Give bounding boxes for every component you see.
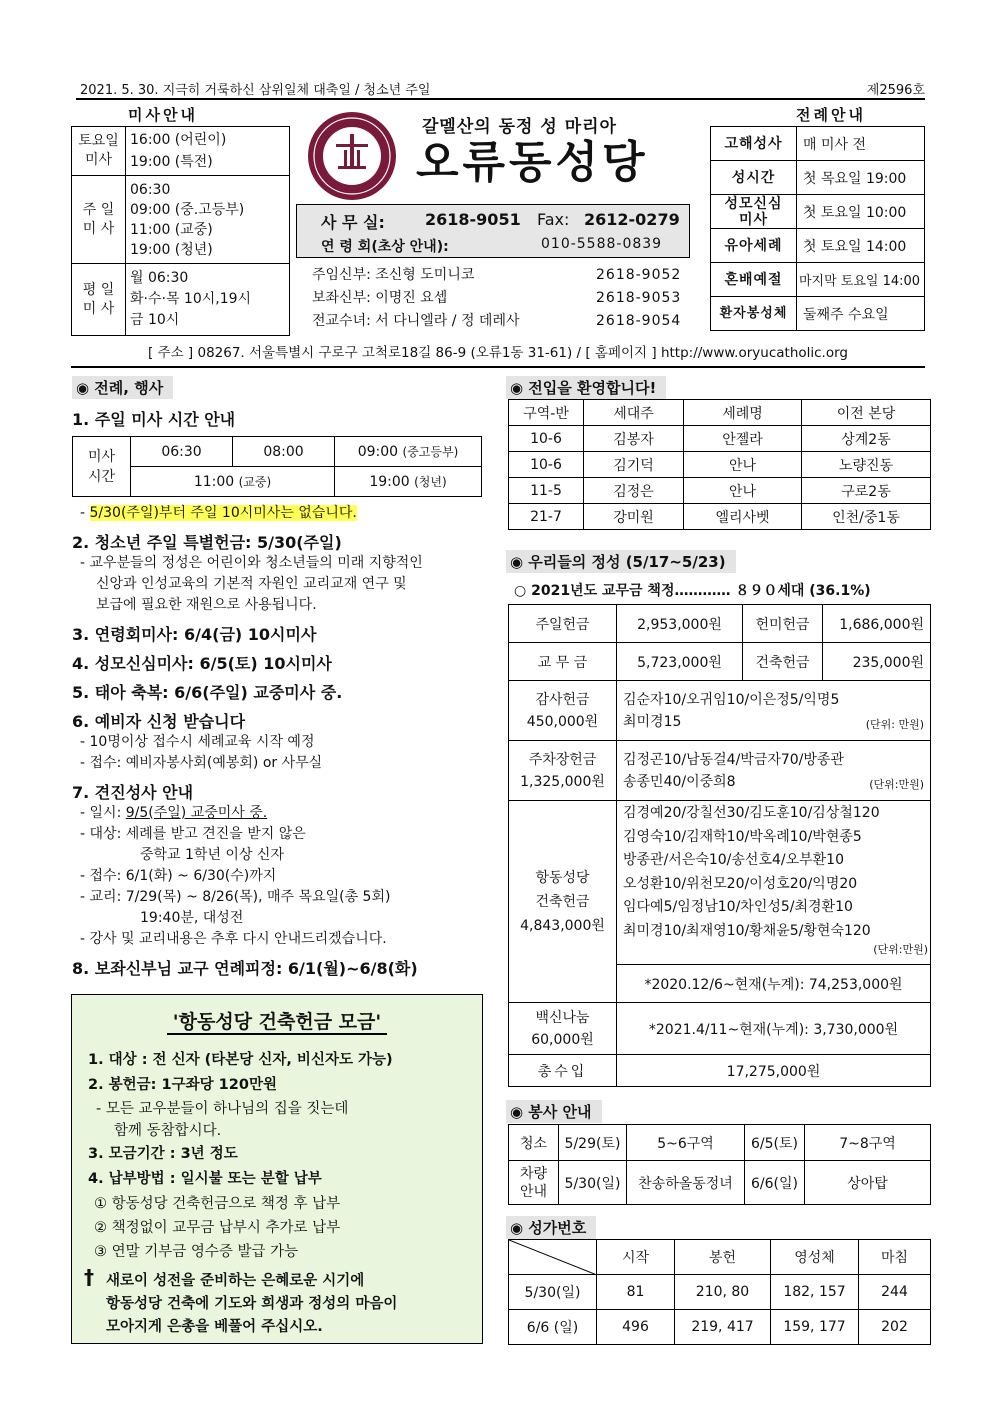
table-row: 6/6 (일) 496 219, 417 159, 177 202 [509, 1310, 931, 1345]
liturgy-value: 마지막 토요일 14:00 [797, 263, 925, 297]
item-4-title: 4. 성모신심미사: 6/5(토) 10시미사 [72, 654, 332, 673]
item-6-desc: - 접수: 예비자봉사회(예봉회) or 사무실 [80, 755, 323, 771]
item-7-desc: - 대상: 세례를 받고 견진을 받지 않은 [80, 826, 306, 842]
offer-cumulative: *2020.12/6~현재(누계): 74,253,000원 [617, 965, 931, 1003]
offer-amount: 235,000원 [823, 643, 931, 681]
welcome-header: 세례명 [684, 400, 802, 426]
section-welcome: ◉ 전입을 환영합니다! [506, 376, 666, 399]
box-item: 1. 대상 : 전 신자 (타본당 신자, 비신자도 가능) [88, 1052, 393, 1068]
offer-total: 17,275,000원 [617, 1055, 931, 1087]
serve-section [506, 1100, 602, 1123]
church-subtitle: 갈멜산의 동정 성 마리아 [422, 117, 617, 137]
office-box [296, 204, 690, 258]
section-hymn: ◉ 성가번호 [506, 1216, 596, 1239]
offer-section [506, 550, 736, 573]
hymn-table [508, 1239, 931, 1345]
no-10am-note: - 5/30(주일)부터 주일 10시미사는 없습니다. [80, 505, 357, 521]
liturgy-title: 전례안내 [796, 106, 866, 124]
offer-label: 건축헌금 [743, 643, 823, 681]
offer-label: 주일헌금 [509, 605, 617, 643]
offer-label: 교 무 금 [509, 643, 617, 681]
mass-times: 06:30 09:00 (중.고등부) 11:00 (교중) 19:00 (청년) [126, 176, 290, 264]
hymn-section [506, 1216, 596, 1239]
item-2-desc: 신앙과 인성교육의 기본적 자원인 교리교재 연구 및 [96, 576, 407, 592]
offer-donors: 김경예20/강칠선30/김도훈10/김상철120 김영숙10/김재학10/박옥례10/박현종5 방종관/서은숙10/송선호4/오부환10 오성환10/위천모20/이성호20/익명20 임다예5/임정남10/차인성5/최경환10 최미경10/최재영10/황채윤5/황현숙120 (단위:만원) [617, 801, 931, 965]
offer-label: 주차장헌금 1,325,000원 [509, 741, 617, 801]
item-2-desc: 보급에 필요한 재원으로 사용됩니다. [96, 597, 317, 613]
liturgy-value: 첫 토요일 14:00 [797, 229, 925, 263]
pledge-line: ○ 2021년도 교무금 책정………… ８９０세대 (36.1%) [514, 583, 871, 599]
table-row: 21-7 강미원 엘리사벳 인천/중1동 [509, 504, 931, 530]
staff-phone: 2618-9053 [596, 290, 682, 306]
staff-list [312, 264, 704, 333]
item-7-desc: - 교리: 7/29(목) ~ 8/26(목), 매주 목요일(총 5회) [80, 889, 391, 905]
box-item: 2. 봉헌금: 1구좌당 120만원 [88, 1077, 277, 1093]
fax-number: 2612-0279 [584, 210, 680, 229]
offer-label: 총수입 [509, 1055, 617, 1087]
item-7-desc: 중학교 1학년 이상 신자 [140, 847, 284, 863]
liturgy-label: 고해성사 [711, 127, 797, 161]
welcome-header: 구역-반 [509, 400, 584, 426]
mass-time-cell: 06:30 [131, 437, 233, 467]
offer-amount: 2,953,000원 [617, 605, 743, 643]
item-2-desc: - 교우분들의 정성은 어린이와 청소년들의 미래 지향적인 [80, 555, 423, 571]
item-6-desc: - 10명이상 접수시 세례교육 시작 예정 [80, 734, 315, 750]
box-item: 4. 납부방법 : 일시불 또는 분할 납부 [88, 1171, 322, 1187]
staff-role: 전교수녀: 서 다니엘라 / 정 데레사 [312, 313, 520, 329]
table-row: 10-6 김봉자 안젤라 상계2동 [509, 426, 931, 452]
liturgy-value: 매 미사 전 [797, 127, 925, 161]
item-7-title: 7. 견진성사 안내 [72, 783, 194, 802]
box-desc: ① 항동성당 건축헌금으로 책정 후 납부 [94, 1196, 341, 1212]
offer-amount: 5,723,000원 [617, 643, 743, 681]
box-desc: 함께 동참합시다. [114, 1123, 222, 1139]
mass-time-label: 미사 시간 [73, 437, 131, 497]
church-logo [306, 110, 398, 202]
item-8-title: 8. 보좌신부님 교구 연례피정: 6/1(월)~6/8(화) [72, 959, 418, 978]
offer-amount: 1,686,000원 [823, 605, 931, 643]
mass-label: 평 일 미 사 [72, 264, 126, 336]
liturgy-value: 첫 목요일 19:00 [797, 161, 925, 195]
box-desc: ② 책정없이 교무금 납부시 추가로 납부 [94, 1220, 341, 1236]
mass-label: 주 일 미 사 [72, 176, 126, 264]
church-name: 오류동성당 [416, 137, 649, 188]
item-7-desc: - 일시: 9/5(주일) 교중미사 중. [80, 805, 268, 821]
item-6-title: 6. 예비자 신청 받습니다 [72, 712, 246, 731]
liturgy-label: 환자봉성체 [711, 297, 797, 331]
mass-time-cell: 11:00 (교중) [131, 467, 335, 497]
mass-title: 미사안내 [128, 106, 198, 124]
elder-label: 연 령 회(초상 안내): [321, 239, 449, 255]
staff-phone: 2618-9052 [596, 267, 682, 283]
issue-number: 제2596호 [866, 83, 925, 98]
address-bar [71, 338, 925, 368]
item-5-title: 5. 태아 축복: 6/6(주일) 교중미사 중. [72, 683, 343, 702]
fax-label: Fax: [537, 210, 570, 229]
liturgy-label: 유아세례 [711, 229, 797, 263]
offer-donors: 김정곤10/남동걸4/박금자70/방종관 송종민40/이중희8 (단위:만원) [617, 741, 931, 801]
liturgy-value: 첫 토요일 10:00 [797, 195, 925, 229]
left-column [72, 376, 492, 979]
hymn-header: 영성체 [771, 1240, 859, 1275]
mass-time-table [72, 436, 482, 497]
box-desc: ③ 연말 기부금 영수증 발급 가능 [94, 1244, 299, 1260]
offerings-table [508, 604, 931, 1087]
mass-times: 월 06:30 화·수·목 10시,19시 금 10시 [126, 264, 290, 336]
staff-role: 주임신부: 조신형 도미니코 [312, 267, 475, 283]
section-liturgy-events: ◉ 전례, 행사 [72, 376, 173, 399]
serve-label: 청소 [509, 1125, 559, 1161]
mass-time-cell: 19:00 (청년) [335, 467, 482, 497]
offer-label: 항동성당 건축헌금 4,843,000원 [509, 801, 617, 1003]
cross-icon: † [84, 1265, 94, 1289]
hymn-header: 마침 [859, 1240, 931, 1275]
box-item: 3. 모금기간 : 3년 정도 [88, 1146, 238, 1162]
table-row: 10-6 김기덕 안나 노량진동 [509, 452, 931, 478]
staff-role: 보좌신부: 이명진 요셉 [312, 290, 448, 306]
address-text: [ 주소 ] 08267. 서울특별시 구로구 고척로18길 86-9 (오류1동 31-61) / [ 홈페이지 ] http://www.oryucatholic.org [147, 345, 848, 361]
serve-label: 차량 안내 [509, 1161, 559, 1205]
hymn-header: 시작 [597, 1240, 675, 1275]
box-desc: - 모든 교우분들이 하나님의 집을 짓는데 [96, 1101, 349, 1117]
hymn-header: 봉헌 [675, 1240, 771, 1275]
mass-table [71, 126, 290, 336]
item-7-desc: 19:40분, 대성전 [140, 910, 244, 926]
offer-donors: 김순자10/오귀임10/이은정5/익명5 최미경15 (단위: 만원) [617, 681, 931, 741]
section-service: ◉ 봉사 안내 [506, 1100, 602, 1123]
welcome-header: 이전 본당 [802, 400, 931, 426]
table-row: 5/30(일) 81 210, 80 182, 157 244 [509, 1275, 931, 1310]
item-7-desc: - 접수: 6/1(화) ~ 6/30(수)까지 [80, 868, 277, 884]
item-1-title: 1. 주일 미사 시간 안내 [72, 410, 236, 429]
box-title: '항동성당 건축헌금 모금' [167, 1011, 387, 1035]
item-2-title: 2. 청소년 주일 특별헌금: 5/30(주일) [72, 533, 342, 552]
mass-times: 16:00 (어린이) 19:00 (특전) [126, 127, 290, 176]
item-7-desc: - 강사 및 교리내용은 추후 다시 안내드리겠습니다. [80, 931, 387, 947]
office-phone: 2618-9051 [425, 210, 521, 229]
box-closing: 항동성당 건축에 기도와 희생과 정성의 마음이 [106, 1296, 398, 1312]
offer-cumulative: *2021.4/11~현재(누계): 3,730,000원 [617, 1003, 931, 1055]
building-fund-box [71, 994, 483, 1344]
section-offerings: ◉ 우리들의 정성 (5/17~5/23) [506, 550, 736, 573]
item-3-title: 3. 연령회미사: 6/4(금) 10시미사 [72, 625, 317, 644]
offer-label: 백신나눔 60,000원 [509, 1003, 617, 1055]
liturgy-table [710, 126, 925, 331]
offer-label: 헌미헌금 [743, 605, 823, 643]
mass-time-cell: 09:00 (중고등부) [335, 437, 482, 467]
liturgy-label: 성시간 [711, 161, 797, 195]
staff-phone: 2618-9054 [596, 313, 682, 329]
welcome-section [506, 376, 666, 399]
office-label: 사 무 실: [321, 213, 385, 232]
elder-phone: 010-5588-0839 [541, 236, 663, 252]
mass-label: 토요일 미사 [72, 127, 126, 176]
liturgy-label: 성모신심 미사 [711, 195, 797, 229]
liturgy-label: 혼배예절 [711, 263, 797, 297]
date-line: 2021. 5. 30. 지극히 거룩하신 삼위일체 대축일 / 청소년 주일 [80, 83, 431, 98]
service-table: 청소 5/29(토) 5~6구역 6/5(토) 7~8구역 차량 안내 5/30(일) 찬송하올동정녀 6/6(일) 상아탑 [508, 1124, 931, 1205]
hymn-corner [509, 1240, 597, 1275]
welcome-header: 세대주 [584, 400, 684, 426]
mass-time-cell: 08:00 [233, 437, 335, 467]
liturgy-value: 둘째주 수요일 [797, 297, 925, 331]
welcome-table [508, 399, 931, 530]
table-row: 11-5 김정은 안나 구로2동 [509, 478, 931, 504]
box-closing: 모아지게 은총을 베풀어 주십시오. [106, 1319, 323, 1335]
header-bar [76, 78, 925, 100]
offer-label: 감사헌금 450,000원 [509, 681, 617, 741]
box-closing: 새로이 성전을 준비하는 은혜로운 시기에 [106, 1273, 365, 1289]
